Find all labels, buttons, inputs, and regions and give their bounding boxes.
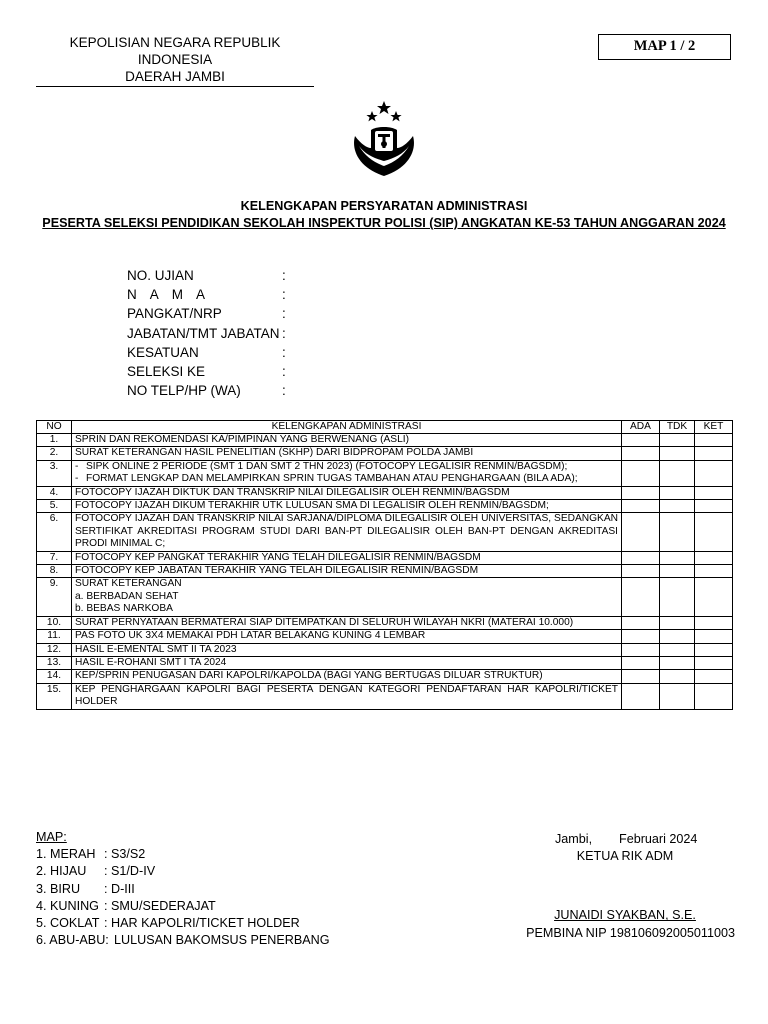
ket-cell [695, 513, 733, 551]
field-no-telp: NO TELP/HP (WA) : [127, 383, 286, 399]
table-row [37, 434, 733, 447]
header-desc: KELENGKAPAN ADMINISTRASI [72, 421, 622, 434]
org-name: KEPOLISIAN NEGARA REPUBLIK INDONESIA [69, 35, 281, 67]
row-description: KEP PENGHARGAAN KAPOLRI BAGI PESERTA DENGAN KATEGORI PENDAFTARAN HAR KAPOLRI/TICKET HOLDER [72, 683, 622, 709]
tdk-cell [660, 616, 695, 629]
tdk-cell [660, 500, 695, 513]
ada-cell [622, 656, 660, 669]
table-row [37, 460, 733, 486]
ada-cell [622, 578, 660, 616]
field-seleksi-ke: SELEKSI KE : [127, 363, 286, 379]
row-number: 8. [37, 565, 72, 578]
ada-cell [622, 460, 660, 486]
ada-cell [622, 447, 660, 460]
legend-item: 2. HIJAU : S1/D-IV [36, 864, 156, 879]
signatory-nip: PEMBINA NIP 198106092005011003 [526, 925, 735, 940]
ket-cell [695, 670, 733, 683]
ket-cell [695, 578, 733, 616]
ket-cell [695, 486, 733, 499]
tdk-cell [660, 630, 695, 643]
signature-block [515, 831, 735, 942]
legend-title: MAP: [36, 830, 67, 844]
row-description: SPRIN DAN REKOMENDASI KA/PIMPINAN YANG BERWENANG (ASLI) [72, 434, 622, 447]
field-no-ujian: NO. UJIAN : [127, 268, 286, 283]
legend-item: 4. KUNING : SMU/SEDERAJAT [36, 898, 216, 913]
header-tdk: TDK [660, 421, 695, 434]
ada-cell [622, 565, 660, 578]
requirements-table [36, 420, 733, 710]
row-description: SURAT KETERANGAN HASIL PENELITIAN (SKHP) DARI BIDPROPAM POLDA JAMBI [72, 447, 622, 460]
ket-cell [695, 630, 733, 643]
table-row [37, 616, 733, 629]
row-description: - SIPK ONLINE 2 PERIODE (SMT 1 DAN SMT 2 THN 2023) (FOTOCOPY LEGALISIR RENMIN/BAGSDM); - FORMAT LENGKAP DAN MELAMPIRKAN SPRIN TUGAS TAMBAHAN ATAU PENGHARGAAN (BILA ADA); [72, 460, 622, 486]
signatory-name: JUNAIDI SYAKBAN, S.E. [554, 908, 696, 923]
row-number: 7. [37, 551, 72, 564]
row-number: 13. [37, 656, 72, 669]
ada-cell [622, 513, 660, 551]
row-number: 9. [37, 578, 72, 616]
table-body [37, 434, 733, 710]
organization-header [36, 34, 314, 87]
row-number: 15. [37, 683, 72, 709]
row-description: FOTOCOPY IJAZAH DAN TRANSKRIP NILAI SARJANA/DIPLOMA DILEGALISIR OLEH UNIVERSITAS, SEDANGKAN SERTIFIKAT AKREDITASI PROGRAM STUDI DARI BAN-PT DILEGALISIR OLEH BAN-PT DENGAN AKREDITASI PRODI MINIMAL C; [72, 513, 622, 551]
field-nama: N A M A : [127, 287, 286, 303]
signature-role: KETUA RIK ADM [576, 849, 674, 864]
legend-item: 6. ABU-ABU: LULUSAN BAKOMSUS PENERBANG [36, 933, 330, 948]
row-number: 1. [37, 434, 72, 447]
table-row [37, 643, 733, 656]
header-ket: KET [695, 421, 733, 434]
row-description: KEP/SPRIN PENUGASAN DARI KAPOLRI/KAPOLDA (BAGI YANG BERTUGAS DILUAR STRUKTUR) [72, 670, 622, 683]
ada-cell [622, 486, 660, 499]
ket-cell [695, 447, 733, 460]
row-description: HASIL E-ROHANI SMT I TA 2024 [72, 656, 622, 669]
tdk-cell [660, 643, 695, 656]
table-row [37, 447, 733, 460]
ada-cell [622, 670, 660, 683]
table-row [37, 500, 733, 513]
tdk-cell [660, 565, 695, 578]
row-number: 5. [37, 500, 72, 513]
map-label: MAP 1 / 2 [633, 38, 696, 54]
row-number: 12. [37, 643, 72, 656]
table-row [37, 630, 733, 643]
field-kesatuan: KESATUAN : [127, 344, 286, 360]
tdk-cell [660, 486, 695, 499]
legend-item: 3. BIRU : D-III [36, 881, 135, 896]
table-row [37, 565, 733, 578]
table-header [37, 421, 733, 434]
tdk-cell [660, 460, 695, 486]
row-number: 6. [37, 513, 72, 551]
ket-cell [695, 565, 733, 578]
row-description: FOTOCOPY KEP JABATAN TERAKHIR YANG TELAH DILEGALISIR RENMIN/BAGSDM [72, 565, 622, 578]
tdk-cell [660, 656, 695, 669]
row-description: HASIL E-EMENTAL SMT II TA 2023 [72, 643, 622, 656]
ket-cell [695, 616, 733, 629]
row-description: FOTOCOPY IJAZAH DIKTUK DAN TRANSKRIP NILAI DILEGALISIR OLEH RENMIN/BAGSDM [72, 486, 622, 499]
police-emblem-icon [345, 100, 423, 178]
ada-cell [622, 500, 660, 513]
org-region: DAERAH JAMBI [36, 68, 314, 87]
header-ada: ADA [622, 421, 660, 434]
map-legend [36, 829, 330, 949]
row-description: SURAT KETERANGAN a. BERBADAN SEHAT b. BEBAS NARKOBA [72, 578, 622, 616]
tdk-cell [660, 578, 695, 616]
row-number: 2. [37, 447, 72, 460]
ket-cell [695, 683, 733, 709]
tdk-cell [660, 670, 695, 683]
ket-cell [695, 656, 733, 669]
row-number: 11. [37, 630, 72, 643]
ket-cell [695, 500, 733, 513]
table-row [37, 656, 733, 669]
field-pangkat-nrp: PANGKAT/NRP : [127, 306, 286, 322]
row-description: PAS FOTO UK 3X4 MEMAKAI PDH LATAR BELAKANG KUNING 4 LEMBAR [72, 630, 622, 643]
ket-cell [695, 434, 733, 447]
row-number: 4. [37, 486, 72, 499]
ada-cell [622, 616, 660, 629]
ada-cell [622, 683, 660, 709]
table-row [37, 513, 733, 551]
ket-cell [695, 643, 733, 656]
tdk-cell [660, 513, 695, 551]
tdk-cell [660, 683, 695, 709]
ket-cell [695, 460, 733, 486]
table-row [37, 683, 733, 709]
table-row [37, 486, 733, 499]
ada-cell [622, 434, 660, 447]
signature-date: Jambi, Februari 2024 [555, 832, 698, 846]
row-number: 10. [37, 616, 72, 629]
table-row [37, 578, 733, 616]
field-jabatan: JABATAN/TMT JABATAN : [127, 325, 286, 341]
ada-cell [622, 630, 660, 643]
row-number: 3. [37, 460, 72, 486]
participant-fields [127, 266, 286, 400]
row-description: FOTOCOPY KEP PANGKAT TERAKHIR YANG TELAH DILEGALISIR RENMIN/BAGSDM [72, 551, 622, 564]
row-number: 14. [37, 670, 72, 683]
table-row [37, 670, 733, 683]
row-description: FOTOCOPY IJAZAH DIKUM TERAKHIR UTK LULUSAN SMA DI LEGALISIR OLEH RENMIN/BAGSDM; [72, 500, 622, 513]
legend-item: 5. COKLAT : HAR KAPOLRI/TICKET HOLDER [36, 916, 300, 931]
ada-cell [622, 551, 660, 564]
table-row [37, 551, 733, 564]
legend-item: 1. MERAH : S3/S2 [36, 847, 146, 862]
tdk-cell [660, 551, 695, 564]
header-no: NO [37, 421, 72, 434]
ket-cell [695, 551, 733, 564]
document-title: KELENGKAPAN PERSYARATAN ADMINISTRASI [240, 199, 528, 213]
map-label-box [598, 34, 731, 60]
tdk-cell [660, 434, 695, 447]
tdk-cell [660, 447, 695, 460]
document-subtitle: PESERTA SELEKSI PENDIDIKAN SEKOLAH INSPEKTUR POLISI (SIP) ANGKATAN KE-53 TAHUN ANGGARAN 2024 [42, 216, 726, 230]
ada-cell [622, 643, 660, 656]
row-description: SURAT PERNYATAAN BERMATERAI SIAP DITEMPATKAN DI SELURUH WILAYAH NKRI (MATERAI 10.000) [72, 616, 622, 629]
